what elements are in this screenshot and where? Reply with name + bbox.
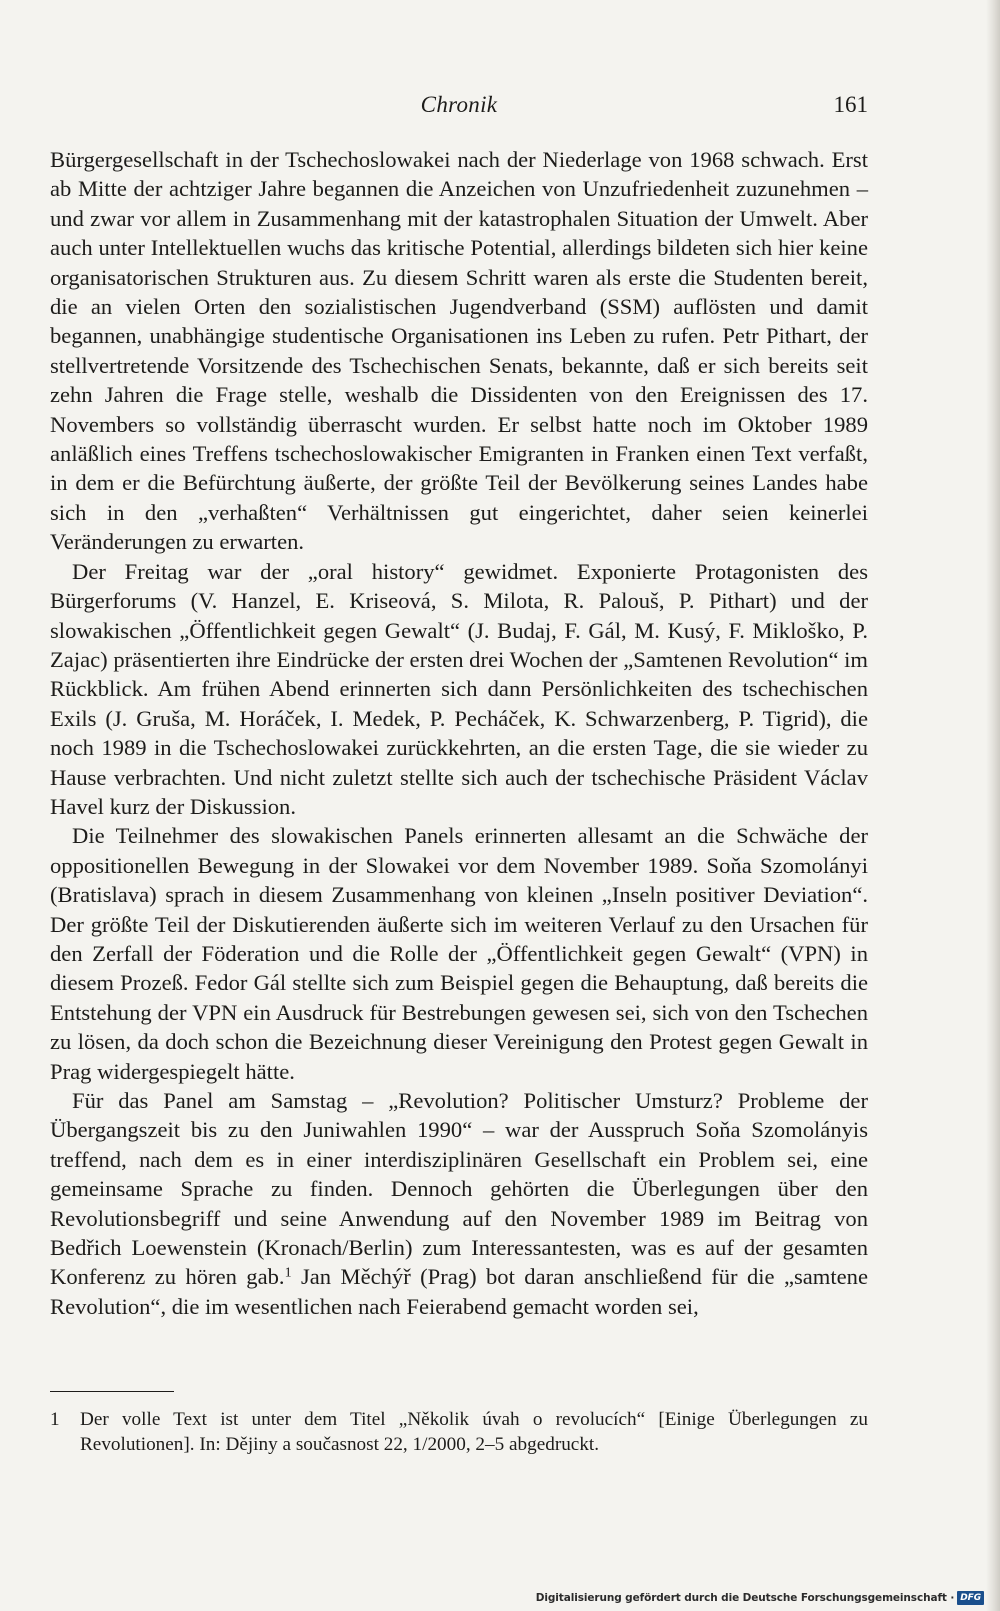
digitization-notice [536,1590,984,1606]
page-edge-shadow [986,0,1000,1611]
paragraph-4-text-before-note: Für das Panel am Samstag – „Revolution? Politischer Umsturz? Probleme der Übergangszeit bis zu den Juniwahlen 1990“ – war der Ausspruch Soňa Szomolányis treffend, nach dem es in einer interdisziplinären Gesellschaft ein Problem sei, eine gemeinsame Sprache zu finden. Dennoch gehörten die Überlegungen über den Revolutionsbegriff und seine Anwendung auf den November 1989 im Beitrag von Bedřich Loewenstein (Kronach/Berlin) zum Interessantesten, was es auf der gesamten Konferenz zu hören gab. [50,1088,868,1290]
paragraph-3: Die Teilnehmer des slowakischen Panels erinnerten allesamt an die Schwäche der oppositionellen Bewegung in der Slowakei vor dem November 1989. Soňa Szomolányi (Bratislava) sprach in diesem Zusammenhang von kleinen „Inseln positiver Deviation“. Der größte Teil der Diskutierenden äußerte sich im weiteren Verlauf zu den Ursachen für den Zerfall der Föderation und die Rolle der „Öffentlichkeit gegen Gewalt“ (VPN) in diesem Prozeß. Fedor Gál stellte sich zum Beispiel gegen die Behauptung, daß bereits die Entstehung der VPN ein Ausdruck für Bestrebungen gewesen sei, sich von den Tschechen zu lösen, da doch schon die Bezeichnung dieser Vereinigung den Protest gegen Gewalt in Prag widergespiegelt hätte. [50,823,868,1084]
running-title: Chronik [420,92,498,117]
footnote-reference[interactable]: 1 [284,1265,292,1281]
footnote [50,1408,868,1457]
page-number: 161 [833,92,868,117]
paragraph-4-text-after-note: Jan Měchýř (Prag) bot daran anschließend für die „samtene Revolution“, die im wesentlichen nach Feierabend gemacht worden sei, [50,1264,868,1319]
footnote-text: Der volle Text ist unter dem Titel „Několik úvah o revolucích“ [Einige Überlegungen zu Revolutionen]. In: Dějiny a současnost 22, 1/2000, 2–5 abgedruckt. [80,1409,868,1455]
paragraph-2: Der Freitag war der „oral history“ gewidmet. Exponierte Protagonisten des Bürgerforums (V. Hanzel, E. Kriseová, S. Milota, R. Palouš, P. Pithart) und der slowakischen „Öffentlichkeit gegen Gewalt“ (J. Budaj, F. Gál, M. Kusý, F. Mikloško, P. Zajac) präsentierten ihre Eindrücke der ersten drei Wochen der „Samtenen Revolution“ im Rückblick. Am frühen Abend erinnerten sich dann Persönlichkeiten des tschechischen Exils (J. Gruša, M. Horáček, I. Medek, P. Pecháček, K. Schwarzenberg, P. Tigrid), die noch 1989 in die Tschechoslowakei zurückkehrten, an die ersten Tage, die sie wieder zu Hause verbrachten. Und nicht zuletzt stellte sich auch der tschechische Präsident Václav Havel kurz der Diskussion. [50,558,868,819]
dfg-logo: DFG [957,1591,984,1605]
digitization-notice-text: Digitalisierung gefördert durch die Deutsche Forschungsgemeinschaft · [535,1592,955,1604]
footnote-separator [50,1391,174,1392]
running-header [50,88,868,128]
paragraph-1: Bürgergesellschaft in der Tschechoslowakei nach der Niederlage von 1968 schwach. Erst ab Mitte der achtziger Jahre begannen die Anzeichen von Unzufriedenheit zuzunehmen – und zwar vor allem in Zusammenhang mit der katastrophalen Situation der Umwelt. Aber auch unter Intellektuellen wuchs das kritische Potential, allerdings bildeten sich hier keine organisatorischen Strukturen aus. Zu diesem Schritt waren als erste die Studenten bereit, die an vielen Orten den sozialistischen Jugendverband (SSM) auflösten und damit begannen, unabhängige studentische Organisationen ins Leben zu rufen. Petr Pithart, der stellvertretende Vorsitzende des Tschechischen Senats, bekannte, daß er sich bereits seit zehn Jahren die Frage stelle, weshalb die Dissidenten von den Ereignissen des 17. Novembers so vollständig überrascht wurden. Er selbst hatte noch im Oktober 1989 anläßlich eines Treffens tschechoslowakischer Emigranten in Franken einen Text verfaßt, in dem er die Befürchtung äußerte, der größte Teil der Bevölkerung seines Landes habe sich in den „verhaßten“ Verhältnissen gut eingerichtet, daher seien keinerlei Veränderungen zu erwarten. [50,147,868,555]
footnote-number: 1 [50,1409,60,1430]
main-text [50,145,868,1321]
paragraph-4 [50,1086,868,1321]
